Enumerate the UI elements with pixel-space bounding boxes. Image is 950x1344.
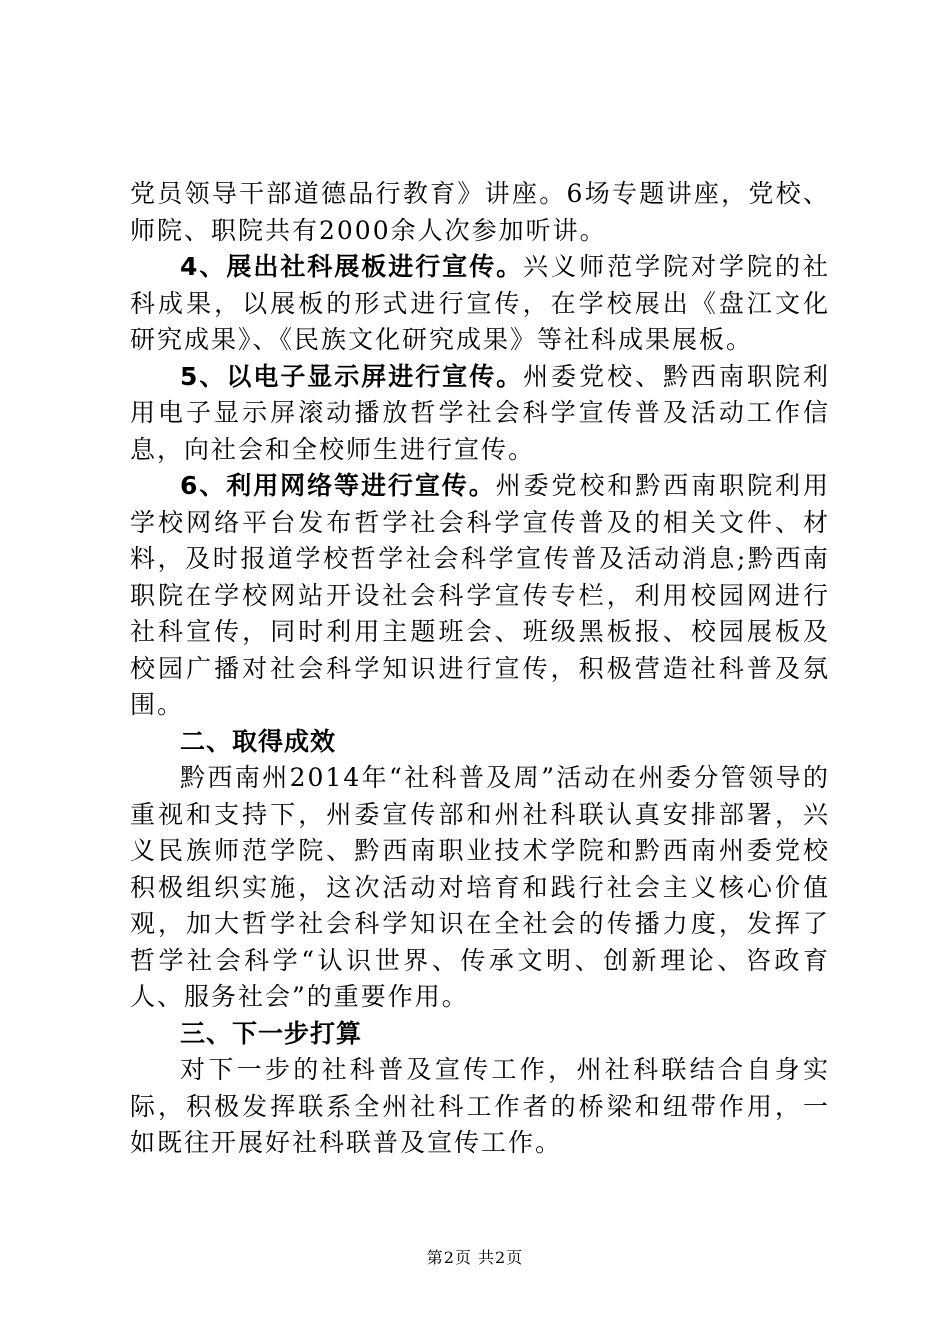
paragraph-text: 兴义师范学院对学院的社科成果，以展板的形式进行宣传，在学校展出《盘江文化研究成果》、《民族文化研究成果》等社科成果展板。: [130, 252, 830, 354]
paragraph-text: 州委党校、黔西南职院利用电子显示屏滚动播放哲学社会科学宣传普及活动工作信息，向社会和全校师生进行宣传。: [130, 361, 830, 464]
paragraph-item-5: [130, 359, 830, 469]
paragraph-item-6: [130, 468, 830, 724]
page-number-footer: 第2页 共2页: [426, 1248, 524, 1267]
paragraph-item-4: [130, 249, 830, 359]
section-paragraph-next-steps: [130, 1052, 830, 1162]
section-heading-next-steps: 三、下一步打算: [180, 1018, 363, 1048]
document-body: [130, 176, 830, 1162]
paragraph-text: 州委党校和黔西南职院利用学校网络平台发布哲学社会科学宣传普及的相关文件、材料，及时报道学校哲学社会科学宣传普及活动消息;黔西南职院在学校网站开设社会科学宣传专栏，利用校园网进行社科宣传，同时利用主题班会、班级黑板报、校园展板及校园广播对社会科学知识进行宣传，积极营造社科普及氛围。: [130, 471, 830, 719]
paragraph-text: 党员领导干部道德品行教育》讲座。6场专题讲座，党校、师院、职院共有2000余人次参加听讲。: [130, 179, 830, 245]
section-paragraph-results: [130, 760, 830, 1016]
paragraph-lead: 6、利用网络等进行宣传。: [180, 471, 496, 500]
paragraph-lead: 5、以电子显示屏进行宣传。: [180, 361, 524, 391]
paragraph-text: 对下一步的社科普及宣传工作，州社科联结合自身实际，积极发挥联系全州社科工作者的桥梁和纽带作用，一如既往开展好社科联普及宣传工作。: [130, 1055, 830, 1157]
paragraph-continued: [130, 176, 830, 249]
paragraph-text: 黔西南州2014年“社科普及周”活动在州委分管领导的重视和支持下，州委宣传部和州社科联认真安排部署，兴义民族师范学院、黔西南职业技术学院和黔西南州委党校积极组织实施，这次活动对培育和践行社会主义核心价值观，加大哲学社会科学知识在全社会的传播力度，发挥了哲学社会科学“认识世界、传承文明、创新理论、咨政育人、服务社会”的重要作用。: [130, 763, 830, 1011]
paragraph-lead: 4、展出社科展板进行宣传。: [180, 252, 524, 281]
section-heading-results: 二、取得成效: [180, 726, 337, 756]
